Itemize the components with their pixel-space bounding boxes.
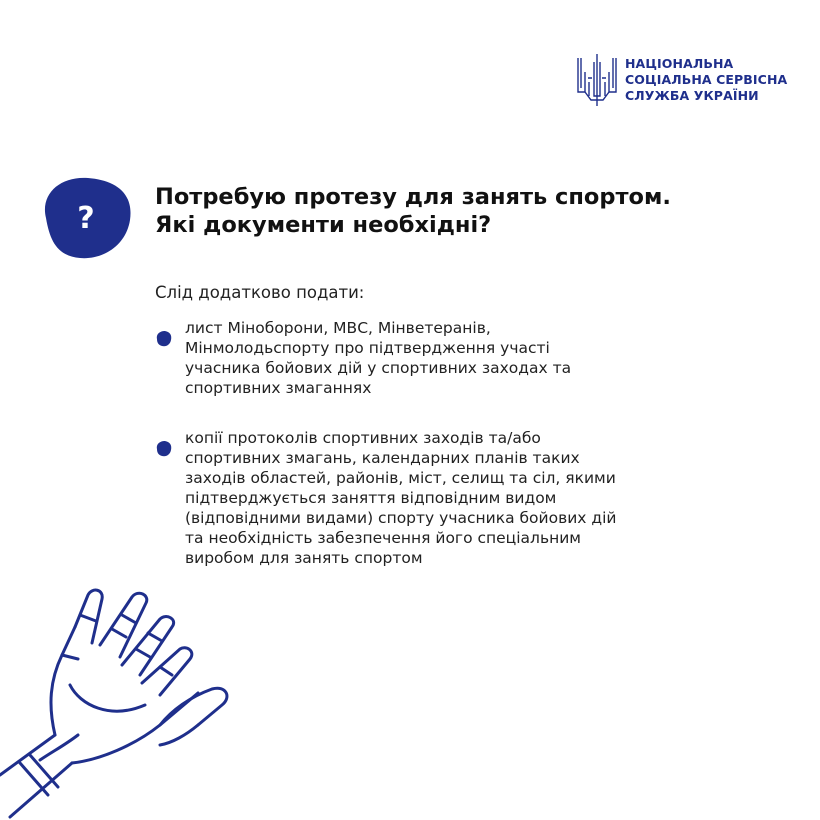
question-badge-icon [36,172,136,262]
logo-line-1: НАЦІОНАЛЬНА [625,56,734,71]
nssu-logo [575,52,787,108]
trident-logo-icon [575,52,619,108]
document-list [155,318,715,598]
list-item-line: Мінмолодьспорту про підтвердження участі [185,339,550,357]
list-item-line: виробом для занять спортом [185,549,423,567]
logo-line-3: СЛУЖБА УКРАЇНИ [625,88,759,103]
list-item-line: копії протоколів спортивних заходів та/або [185,429,541,447]
list-item [155,318,715,398]
page-title [155,183,671,239]
question-mark: ? [77,201,95,236]
list-item-line: спортивних змагань, календарних планів таких [185,449,580,467]
prosthetic-hand-icon [0,585,240,820]
list-item-line: підтверджується заняття відповідним видом [185,489,557,507]
list-item-line: заходів областей, районів, міст, селищ та сіл, якими [185,469,616,487]
list-item [155,428,715,568]
intro-text: Слід додатково подати: [155,283,365,302]
bullet-blob-icon [155,330,173,348]
list-item-line: та необхідність забезпечення його спеціальним [185,529,581,547]
list-item-line: лист Міноборони, МВС, Мінветеранів, [185,319,491,337]
title-line-2: Які документи необхідні? [155,212,492,238]
list-item-line: спортивних змаганнях [185,379,372,397]
logo-text [625,56,787,104]
list-item-line: (відповідними видами) спорту учасника бойових дій [185,509,617,527]
list-item-line: учасника бойових дій у спортивних заходах та [185,359,572,377]
logo-line-2: СОЦІАЛЬНА СЕРВІСНА [625,72,788,87]
title-line-1: Потребую протезу для занять спортом. [155,184,671,210]
bullet-blob-icon [155,440,173,458]
